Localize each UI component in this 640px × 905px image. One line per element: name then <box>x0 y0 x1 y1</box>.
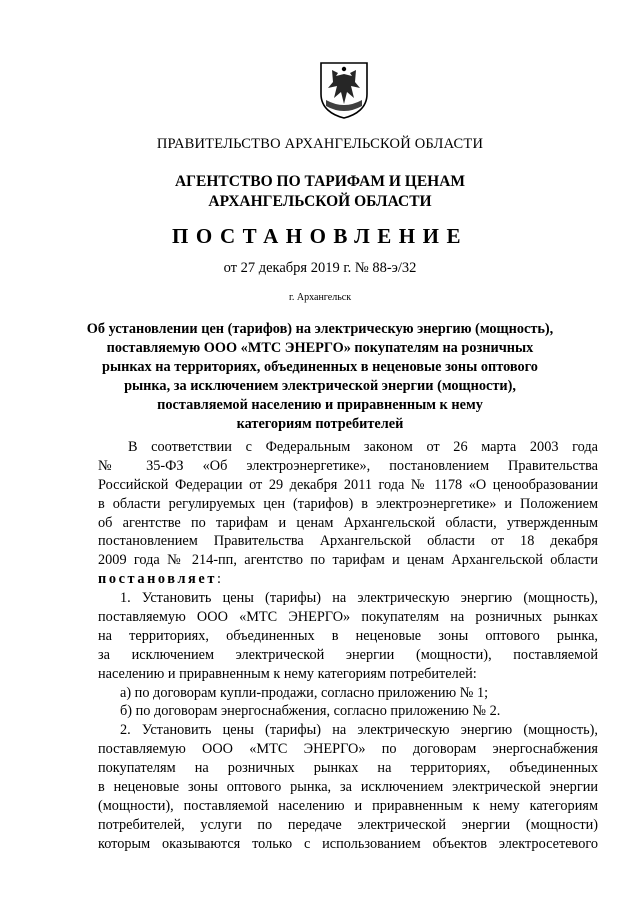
body-line: в неценовые зоны оптового рынка, за исключением электрической энергии <box>98 779 598 796</box>
body-line: Российской Федерации от 29 декабря 2011 года № 1178 «О ценообразовании <box>98 476 598 493</box>
body-line: 1. Установить цены (тарифы) на электрическую энергию (мощность), <box>120 590 598 607</box>
document-title <box>80 320 560 434</box>
list-item: а) по договорам купли-продажи, согласно приложению № 1; <box>120 684 489 701</box>
agency-name-line: АРХАНГЕЛЬСКОЙ ОБЛАСТИ <box>208 193 432 210</box>
agency-name <box>0 172 640 212</box>
body-line: населению и приравненным к нему категориям потребителей: <box>98 665 477 682</box>
document-city: г. Архангельск <box>288 292 352 303</box>
agency-name-line: АГЕНТСТВО ПО ТАРИФАМ И ЦЕНАМ <box>174 173 466 190</box>
body-line: 2009 года № 214-пп, агентство по тарифам и ценам Архангельской области <box>98 552 598 569</box>
body-line: покупателям на розничных рынках на территориях, объединенных <box>98 760 598 777</box>
decree-word: постановляет <box>98 571 217 588</box>
document-date-number: от 27 декабря 2019 г. № 88-э/32 <box>223 260 417 276</box>
coat-of-arms-icon <box>318 60 370 120</box>
body-line: постановлением Правительства Архангельской области от 18 декабря <box>98 533 598 550</box>
body-line: в области регулируемых цен (тарифов) в электроэнергетике» и Положением <box>98 495 598 512</box>
title-line: Об установлении цен (тарифов) на электрическую энергию (мощность), <box>86 321 554 337</box>
body-line: которым оказываются только с использованием объектов электросетевого <box>98 835 598 852</box>
body-line: 2. Установить цены (тарифы) на электрическую энергию (мощность), <box>120 722 598 739</box>
list-item: б) по договорам энергоснабжения, согласно приложению № 2. <box>120 703 501 720</box>
body-line: потребителей, услуги по передаче электрической энергии (мощности) <box>98 816 598 833</box>
government-name: ПРАВИТЕЛЬСТВО АРХАНГЕЛЬСКОЙ ОБЛАСТИ <box>156 136 484 152</box>
decree-line <box>98 570 598 589</box>
body-line: № 35-ФЗ «Об электроэнергетике», постановлением Правительства <box>98 457 598 474</box>
title-line: рынках на территориях, объединенных в неценовые зоны оптового <box>102 359 538 375</box>
body-line: об агентстве по тарифам и ценам Архангельской области, утвержденным <box>98 514 598 531</box>
title-line: поставляемой населению и приравненным к нему <box>157 397 483 413</box>
body-line: (мощности), поставляемой населению и приравненным к нему категориям <box>98 797 598 814</box>
body-line: за исключением электрической энергии (мощности), поставляемой <box>98 646 598 663</box>
title-line: категориям потребителей <box>236 416 404 432</box>
decree-colon: : <box>216 571 221 588</box>
document-type: ПОСТАНОВЛЕНИЕ <box>172 224 468 248</box>
document-body <box>98 438 598 854</box>
title-line: рынка, за исключением электрической энергии (мощности), <box>124 378 516 394</box>
body-line: поставляемую ООО «МТС ЭНЕРГО» покупателям на розничных рынках <box>98 609 598 626</box>
title-line: поставляемую ООО «МТС ЭНЕРГО» покупателям на розничных <box>106 340 534 356</box>
body-line: на территориях, объединенных в неценовые зоны оптового рынка, <box>98 627 598 644</box>
body-line: В соответствии с Федеральным законом от 26 марта 2003 года <box>128 439 598 455</box>
body-line: поставляемую ООО «МТС ЭНЕРГО» по договорам энергоснабжения <box>98 741 598 758</box>
